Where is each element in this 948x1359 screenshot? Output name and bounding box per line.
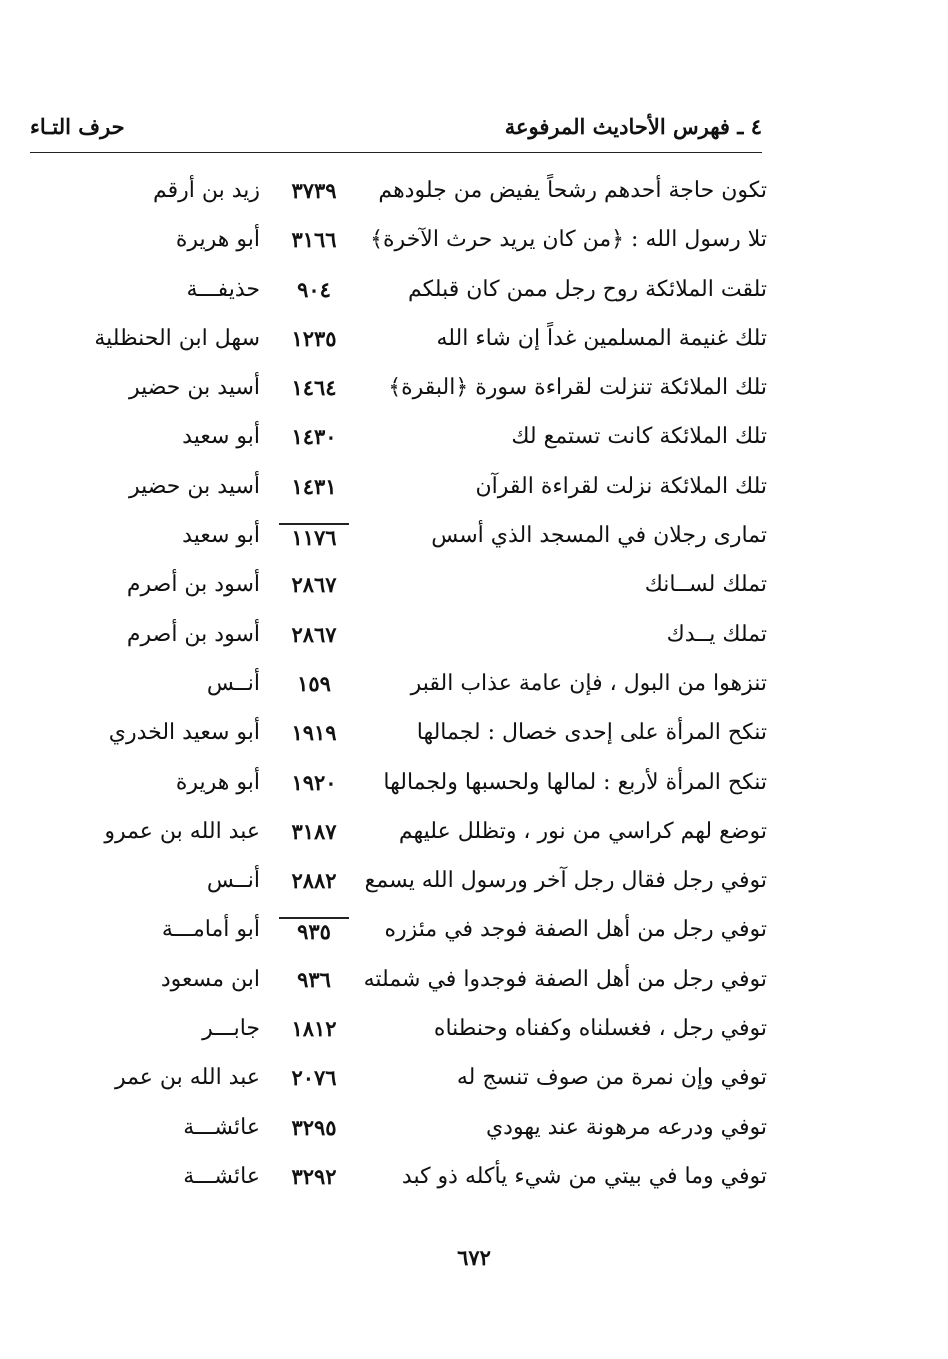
hadith-text: تنزهوا من البول ، فإن عامة عذاب القبر bbox=[410, 670, 767, 696]
narrator-name: عبد الله بن عمرو bbox=[104, 818, 260, 844]
hadith-text: توضع لهم كراسي من نور ، وتظلل عليهم bbox=[398, 818, 767, 844]
hadith-number: ٣٧٣٩ bbox=[291, 178, 337, 203]
narrator-name: سهل ابن الحنظلية bbox=[94, 325, 260, 351]
narrator-name: أسيد بن حضير bbox=[128, 375, 260, 401]
index-entry bbox=[95, 712, 767, 761]
narrator-name: أبو هريرة bbox=[175, 227, 260, 253]
hadith-number: ٢٨٦٧ bbox=[291, 621, 337, 647]
index-entry bbox=[95, 1107, 767, 1156]
index-entry bbox=[95, 811, 767, 860]
hadith-text: توفي رجل من أهل الصفة فوجدوا في شملته bbox=[363, 966, 767, 992]
hadith-number: ١١٧٦ bbox=[279, 523, 349, 551]
index-entry bbox=[95, 860, 767, 909]
hadith-text: تنكح المرأة على إحدى خصال : لجمالها bbox=[416, 720, 767, 746]
hadith-text: توفي ودرعه مرهونة عند يهودي bbox=[485, 1114, 767, 1140]
hadith-number: ١٤٣١ bbox=[291, 473, 337, 499]
hadith-number: ١٩٢٠ bbox=[291, 769, 337, 795]
hadith-text: توفي رجل من أهل الصفة فوجد في مئزره bbox=[384, 917, 767, 943]
hadith-text: توفي رجل ، فغسلناه وكفناه وحنطناه bbox=[433, 1016, 767, 1042]
hadith-number: ١٥٩ bbox=[297, 670, 331, 696]
hadith-text: تكون حاجة أحدهم رشحاً يفيض من جلودهم bbox=[378, 178, 767, 203]
hadith-text: توفي وما في بيتي من شيء يأكله ذو كبد bbox=[401, 1163, 767, 1189]
header-divider bbox=[30, 152, 762, 153]
index-entry bbox=[95, 1008, 767, 1057]
narrator-name: حذيفـــة bbox=[186, 276, 260, 302]
section-title: حرف التـاء bbox=[30, 114, 125, 139]
narrator-name: أسيد بن حضير bbox=[128, 473, 260, 499]
narrator-name: أسود بن أصرم bbox=[126, 621, 260, 647]
hadith-number: ٣٢٩٥ bbox=[291, 1114, 337, 1140]
index-entry bbox=[95, 515, 767, 564]
hadith-text: توفي وإن نمرة من صوف تنسج له bbox=[456, 1065, 767, 1091]
narrator-name: أبو أمامـــة bbox=[161, 917, 260, 943]
hadith-text: تمارى رجلان في المسجد الذي أسس bbox=[431, 523, 767, 549]
index-entry bbox=[95, 416, 767, 465]
hadith-text: تلك الملائكة تنزلت لقراءة سورة ﴿البقرة﴾ bbox=[388, 375, 767, 401]
hadith-number: ١٨١٢ bbox=[291, 1016, 337, 1042]
index-entry bbox=[95, 663, 767, 712]
index-entry bbox=[95, 564, 767, 613]
hadith-text: تلك الملائكة نزلت لقراءة القرآن bbox=[475, 473, 767, 499]
index-entry bbox=[95, 269, 767, 318]
hadith-number: ٩٣٥ bbox=[279, 917, 349, 945]
index-entry bbox=[95, 318, 767, 367]
hadith-number: ١٢٣٥ bbox=[291, 325, 337, 351]
hadith-number: ٩٣٦ bbox=[297, 966, 331, 992]
hadith-number: ١٤٦٤ bbox=[291, 375, 337, 401]
hadith-text: تملك لســانك bbox=[644, 572, 767, 598]
index-entry bbox=[95, 367, 767, 416]
hadith-number: ٩٠٤ bbox=[297, 276, 331, 302]
hadith-number: ٢٨٨٢ bbox=[291, 868, 337, 894]
page-number: ٦٧٢ bbox=[457, 1245, 491, 1270]
index-entry bbox=[95, 1057, 767, 1106]
hadith-number: ٣١٦٦ bbox=[291, 227, 337, 253]
hadith-index-list bbox=[95, 170, 767, 1205]
narrator-name: جابـــر bbox=[202, 1016, 260, 1042]
index-entry bbox=[95, 762, 767, 811]
hadith-number: ٢٨٦٧ bbox=[291, 572, 337, 598]
index-entry bbox=[95, 614, 767, 663]
hadith-text: توفي رجل فقال رجل آخر ورسول الله يسمع bbox=[364, 868, 767, 894]
hadith-text: تلك الملائكة كانت تستمع لك bbox=[511, 424, 767, 450]
hadith-number: ٢٠٧٦ bbox=[291, 1065, 337, 1091]
page-header bbox=[30, 110, 762, 150]
hadith-text: تلقت الملائكة روح رجل ممن كان قبلكم bbox=[408, 276, 767, 302]
narrator-name: عبد الله بن عمر bbox=[114, 1065, 260, 1091]
index-entry bbox=[95, 909, 767, 958]
narrator-name: أبو هريرة bbox=[175, 769, 260, 795]
narrator-name: ابن مسعود bbox=[160, 966, 260, 992]
chapter-title: ٤ ـ فهرس الأحاديث المرفوعة bbox=[504, 114, 762, 139]
hadith-text: تلا رسول الله : ﴿من كان يريد حرث الآخرة﴾ bbox=[370, 227, 767, 253]
index-entry bbox=[95, 959, 767, 1008]
index-entry bbox=[95, 219, 767, 268]
hadith-number: ٣١٨٧ bbox=[291, 818, 337, 844]
hadith-number: ١٩١٩ bbox=[291, 720, 337, 746]
index-entry bbox=[95, 466, 767, 515]
index-entry bbox=[95, 1156, 767, 1205]
narrator-name: أنــس bbox=[206, 670, 260, 696]
narrator-name: أسود بن أصرم bbox=[126, 572, 260, 598]
narrator-name: عائشـــة bbox=[183, 1163, 260, 1189]
narrator-name: عائشـــة bbox=[183, 1114, 260, 1140]
hadith-number: ٣٢٩٢ bbox=[291, 1163, 337, 1189]
hadith-text: تملك يــدك bbox=[666, 621, 767, 647]
index-entry bbox=[95, 170, 767, 219]
narrator-name: أبو سعيد bbox=[182, 523, 260, 549]
narrator-name: زيد بن أرقم bbox=[152, 178, 260, 203]
narrator-name: أنــس bbox=[206, 868, 260, 894]
hadith-number: ١٤٣٠ bbox=[291, 424, 337, 450]
narrator-name: أبو سعيد bbox=[182, 424, 260, 450]
hadith-text: تلك غنيمة المسلمين غداً إن شاء الله bbox=[436, 325, 767, 351]
narrator-name: أبو سعيد الخدري bbox=[108, 720, 260, 746]
hadith-text: تنكح المرأة لأربع : لمالها ولحسبها ولجمالها bbox=[383, 769, 767, 795]
